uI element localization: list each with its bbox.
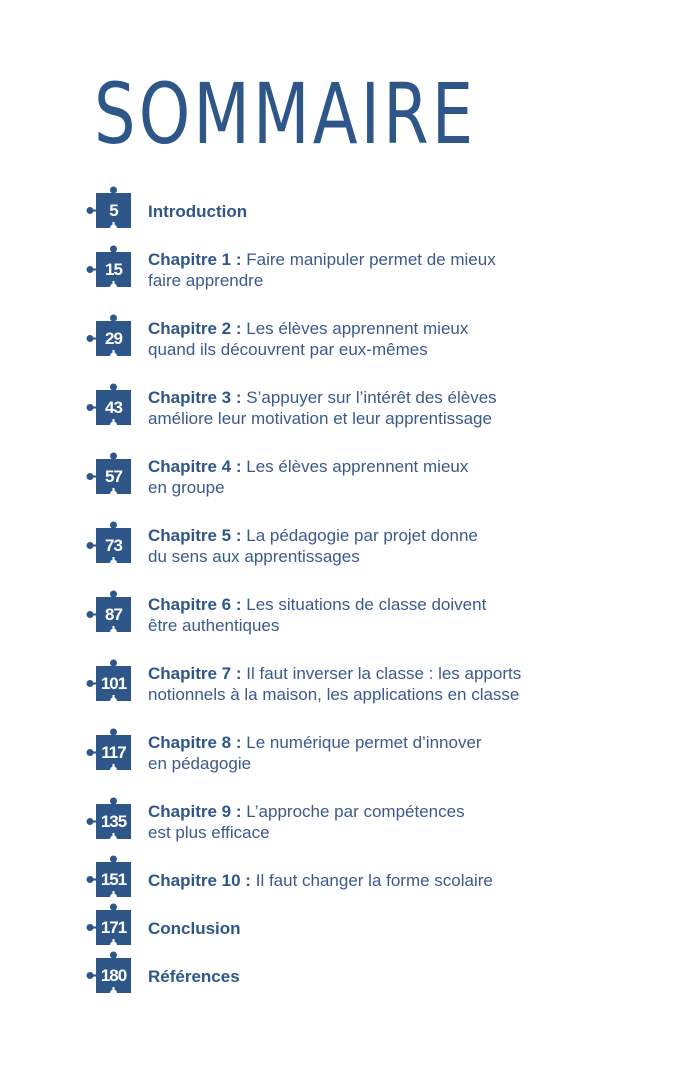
puzzle-piece-icon [86,951,136,1001]
entry-title [148,801,465,843]
puzzle-piece-icon [86,590,136,640]
entry-label: Chapitre 10 : [148,870,251,890]
entry-text-line: Les élèves apprennent mieux [246,457,469,476]
entry-title [148,456,468,498]
puzzle-piece-icon [86,855,136,905]
entry-text-line: du sens aux apprentissages [148,547,360,566]
entry-title [148,870,493,891]
entry-title [148,249,496,291]
page-number: 135 [100,812,127,831]
puzzle-piece-icon [86,903,136,953]
entry-label: Chapitre 6 : [148,595,242,614]
entry-text-line: notionnels à la maison, les applications en classe [148,685,520,704]
entry-label: Introduction [148,201,248,221]
page-number: 29 [105,329,122,348]
page-title: SOMMAIRE [94,65,477,163]
page-number: 117 [101,743,126,762]
page-number: 57 [105,467,122,486]
entry-text-line: Les situations de classe doivent [246,595,487,614]
entry-text-line: quand ils découvrent par eux-mêmes [148,340,428,359]
page-number: 73 [105,536,122,555]
puzzle-piece-icon [86,797,136,847]
entry-text-line: améliore leur motivation et leur apprentissage [148,409,492,428]
entry-title [148,387,497,429]
entry-label: Chapitre 4 : [148,457,242,476]
entry-text-line: L’approche par compétences [246,802,465,821]
puzzle-piece-icon [86,521,136,571]
entry-text-line: Il faut changer la forme scolaire [255,870,493,890]
entry-label: Chapitre 5 : [148,526,242,545]
entry-title [148,918,241,939]
entry-title [148,663,521,705]
entry-label: Chapitre 8 : [148,733,242,752]
entry-text-line: en groupe [148,478,225,497]
entry-title [148,594,486,636]
entry-text-line: Faire manipuler permet de mieux [246,250,496,269]
entry-title [148,732,482,774]
entry-label: Chapitre 3 : [148,388,242,407]
entry-title [148,966,240,987]
puzzle-piece-icon [86,245,136,295]
puzzle-piece-icon [86,383,136,433]
entry-title [148,318,468,360]
entry-label: Chapitre 1 : [148,250,242,269]
puzzle-piece-icon [86,728,136,778]
entry-title [148,525,478,567]
entry-text-line: Le numérique permet d’innover [246,733,482,752]
puzzle-piece-icon [86,186,136,236]
entry-text-line: La pédagogie par projet donne [246,526,478,545]
puzzle-piece-icon [86,659,136,709]
page-number: 5 [109,201,118,220]
page-number: 87 [105,605,122,624]
puzzle-piece-icon [86,452,136,502]
entry-label: Chapitre 7 : [148,664,242,683]
entry-text-line: en pédagogie [148,754,252,773]
entry-text-line: S’appuyer sur l’intérêt des élèves [246,388,497,407]
page-number: 151 [100,870,127,889]
entry-label: Conclusion [148,918,241,938]
entry-text-line: Il faut inverser la classe : les apports [246,664,522,683]
entry-label: Chapitre 9 : [148,802,242,821]
page-number: 171 [100,918,127,937]
page-number: 180 [100,966,127,985]
puzzle-piece-icon [86,314,136,364]
entry-text-line: est plus efficace [148,823,270,842]
entry-text-line: être authentiques [148,616,280,635]
entry-label: Chapitre 2 : [148,319,242,338]
page-number: 43 [105,398,122,417]
entry-title [148,201,247,222]
page-number: 15 [105,260,122,279]
entry-text-line: faire apprendre [148,271,264,290]
entry-text-line: Les élèves apprennent mieux [246,319,469,338]
page-number: 101 [100,674,127,693]
entry-label: Références [148,966,240,986]
